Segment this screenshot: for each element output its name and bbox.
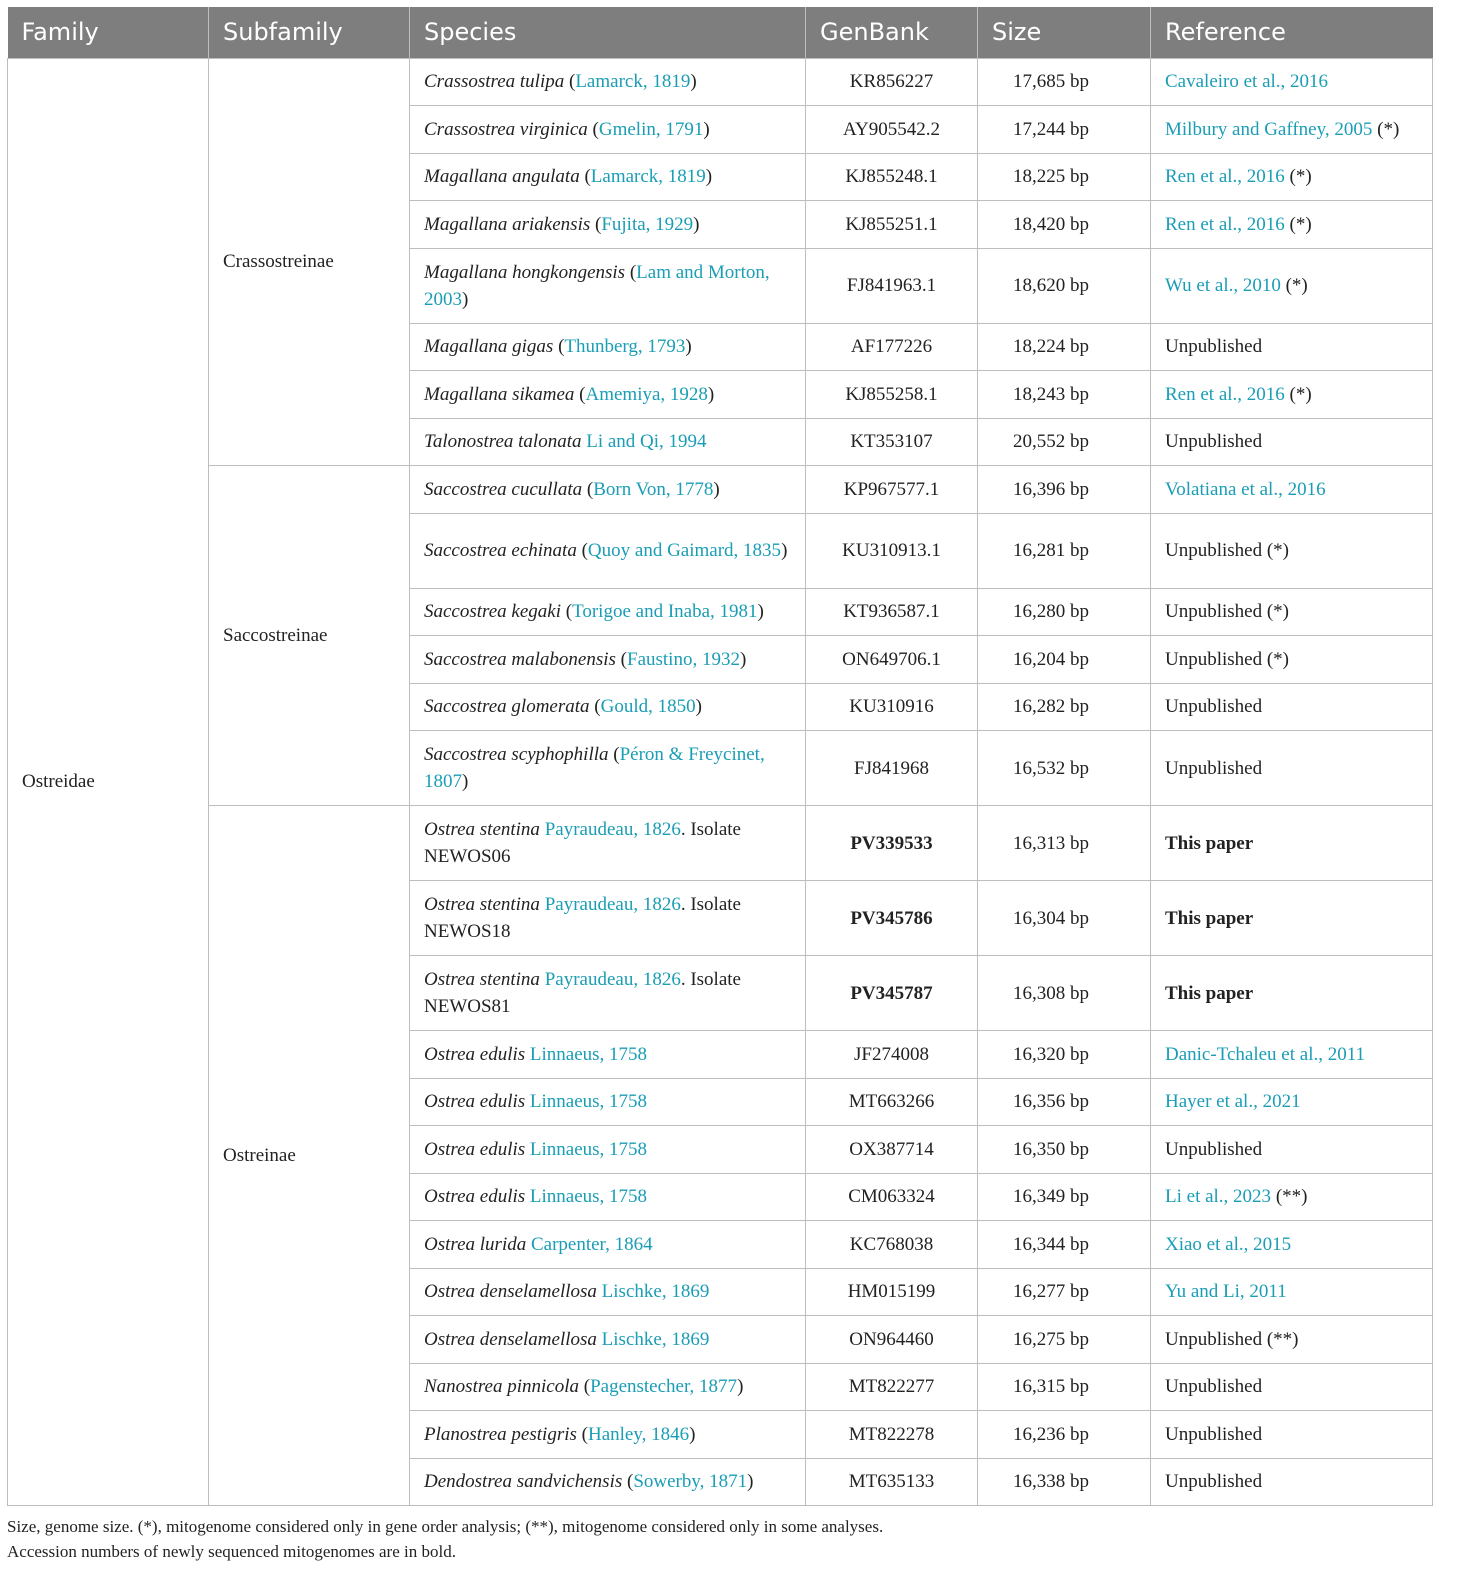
species-punct-open: ( xyxy=(587,118,599,140)
header-subfamily: Subfamily xyxy=(209,7,410,58)
reference-note: (*) xyxy=(1284,213,1312,235)
genbank-cell: KU310913.1 xyxy=(806,513,978,588)
species-name: Nanostrea pinnicola xyxy=(424,1376,579,1398)
species-punct-close: ) xyxy=(462,771,469,792)
species-punct-close: ) xyxy=(713,478,720,500)
genbank-cell: KT353107 xyxy=(806,418,978,466)
author-link[interactable]: Hanley, 1846 xyxy=(587,1423,690,1445)
reference-link[interactable]: Volatiana et al., 2016 xyxy=(1165,478,1326,500)
species-cell xyxy=(410,806,806,881)
reference-link[interactable]: Danic-Tchaleu et al., 2011 xyxy=(1165,1043,1366,1065)
species-name: Ostrea lurida xyxy=(424,1233,527,1255)
author-link[interactable]: Thunberg, 1793 xyxy=(564,336,686,358)
reference-cell xyxy=(1151,588,1433,636)
reference-link[interactable]: Hayer et al., 2021 xyxy=(1165,1091,1301,1113)
species-cell xyxy=(410,881,806,956)
species-punct-open: ( xyxy=(576,540,588,561)
species-cell xyxy=(410,1078,806,1126)
size-cell: 16,204 bp xyxy=(978,636,1151,684)
reference-link[interactable]: Ren et al., 2016 xyxy=(1165,166,1285,188)
author-link[interactable]: Pagenstecher, 1877 xyxy=(590,1376,738,1398)
reference-link[interactable]: Cavaleiro et al., 2016 xyxy=(1165,71,1329,93)
species-punct-close: ) xyxy=(707,383,715,405)
reference-note: Unpublished (*) xyxy=(1165,648,1290,670)
size-cell: 16,281 bp xyxy=(978,513,1151,588)
genbank-cell: AY905542.2 xyxy=(806,106,978,154)
reference-link[interactable]: Li et al., 2023 xyxy=(1165,1186,1272,1208)
author-link[interactable]: Sowerby, 1871 xyxy=(633,1471,748,1493)
author-link[interactable]: Born Von, 1778 xyxy=(593,478,714,500)
reference-note: (**) xyxy=(1271,1186,1308,1208)
family-cell: Ostreidae xyxy=(8,58,209,1506)
reference-cell xyxy=(1151,1316,1433,1364)
size-cell: 18,225 bp xyxy=(978,153,1151,201)
genbank-cell: KC768038 xyxy=(806,1221,978,1269)
species-name: Ostrea edulis xyxy=(424,1043,526,1065)
footnote-line-1: Size, genome size. (*), mitogenome considered only in gene order analysis; (**), mitogenome considered only in some analyses. xyxy=(7,1517,884,1536)
mitogenome-table xyxy=(7,7,1433,1506)
species-name: Ostrea edulis xyxy=(424,1138,526,1160)
species-name: Talonostrea talonata xyxy=(424,431,582,453)
reference-note: Unpublished xyxy=(1165,757,1263,779)
author-link[interactable]: Lamarck, 1819 xyxy=(575,71,691,93)
genbank-cell: KJ855251.1 xyxy=(806,201,978,249)
species-name: Ostrea denselamellosa xyxy=(424,1328,597,1350)
table-row xyxy=(8,58,1433,106)
species-name: Saccostrea kegaki xyxy=(424,601,561,623)
genbank-cell: KU310916 xyxy=(806,683,978,731)
reference-note: Unpublished xyxy=(1165,431,1263,453)
reference-cell xyxy=(1151,1221,1433,1269)
species-cell xyxy=(410,248,806,323)
genbank-cell: KJ855248.1 xyxy=(806,153,978,201)
species-punct-open: ( xyxy=(622,1471,634,1493)
genbank-cell: KR856227 xyxy=(806,58,978,106)
genbank-cell: ON649706.1 xyxy=(806,636,978,684)
species-cell xyxy=(410,588,806,636)
subfamily-cell: Crassostreinae xyxy=(209,58,410,466)
genbank-cell: ON964460 xyxy=(806,1316,978,1364)
species-punct-open: ( xyxy=(579,166,591,188)
size-cell: 16,236 bp xyxy=(978,1411,1151,1459)
reference-cell xyxy=(1151,731,1433,806)
reference-note: Unpublished (*) xyxy=(1165,540,1290,561)
species-punct-close: ) xyxy=(690,71,697,93)
size-cell: 16,338 bp xyxy=(978,1458,1151,1506)
author-link[interactable]: Fujita, 1929 xyxy=(601,213,694,235)
size-cell: 16,282 bp xyxy=(978,683,1151,731)
genbank-cell: KP967577.1 xyxy=(806,466,978,514)
species-cell xyxy=(410,1126,806,1174)
species-punct-close: . Isolate NEWOS06 xyxy=(424,819,741,867)
species-cell xyxy=(410,1458,806,1506)
reference-cell xyxy=(1151,1078,1433,1126)
author-link[interactable]: Gmelin, 1791 xyxy=(598,118,704,140)
species-punct-close: ) xyxy=(705,166,713,188)
reference-link[interactable]: Ren et al., 2016 xyxy=(1165,383,1285,405)
size-cell: 16,356 bp xyxy=(978,1078,1151,1126)
author-link[interactable]: Payraudeau, 1826 xyxy=(544,969,681,990)
reference-cell xyxy=(1151,806,1433,881)
species-punct-close: ) xyxy=(737,1376,744,1398)
size-cell: 16,350 bp xyxy=(978,1126,1151,1174)
reference-link[interactable]: Wu et al., 2010 xyxy=(1165,275,1281,296)
reference-note: This paper xyxy=(1165,907,1254,929)
size-cell: 18,243 bp xyxy=(978,371,1151,419)
reference-note: Unpublished xyxy=(1165,1376,1263,1398)
reference-note: Unpublished xyxy=(1165,1423,1263,1445)
size-cell: 20,552 bp xyxy=(978,418,1151,466)
species-punct-close: ) xyxy=(703,118,710,140)
author-link[interactable]: Lischke, 1869 xyxy=(601,1281,710,1303)
header-family: Family xyxy=(8,7,209,58)
species-punct-close: ) xyxy=(747,1471,754,1493)
size-cell: 18,620 bp xyxy=(978,248,1151,323)
genbank-cell: PV345787 xyxy=(806,956,978,1031)
reference-cell xyxy=(1151,1126,1433,1174)
author-link[interactable]: Payraudeau, 1826 xyxy=(544,894,681,915)
species-punct-open: ( xyxy=(589,696,601,718)
species-punct-open: ( xyxy=(579,1376,591,1398)
species-cell xyxy=(410,371,806,419)
species-punct-close: ) xyxy=(757,601,764,623)
species-punct-open: ( xyxy=(574,383,586,405)
reference-cell xyxy=(1151,1031,1433,1079)
size-cell: 18,224 bp xyxy=(978,323,1151,371)
author-link[interactable]: Lamarck, 1819 xyxy=(590,166,706,188)
species-cell xyxy=(410,1031,806,1079)
species-name: Crassostrea tulipa xyxy=(424,71,565,93)
species-punct-close: ) xyxy=(689,1423,696,1445)
size-cell: 16,396 bp xyxy=(978,466,1151,514)
size-cell: 16,349 bp xyxy=(978,1173,1151,1221)
reference-cell xyxy=(1151,418,1433,466)
genbank-cell: OX387714 xyxy=(806,1126,978,1174)
reference-cell xyxy=(1151,248,1433,323)
reference-link[interactable]: Milbury and Gaffney, 2005 xyxy=(1165,118,1373,140)
table-container xyxy=(7,7,1432,1506)
species-name: Planostrea pestigris xyxy=(424,1423,577,1445)
species-name: Crassostrea virginica xyxy=(424,118,588,140)
genbank-cell: MT635133 xyxy=(806,1458,978,1506)
reference-note: (*) xyxy=(1372,118,1400,140)
reference-cell xyxy=(1151,636,1433,684)
footnote-line-2: Accession numbers of newly sequenced mitogenomes are in bold. xyxy=(7,1542,456,1561)
species-punct-close: ) xyxy=(462,288,469,310)
header-reference: Reference xyxy=(1151,7,1433,58)
species-punct-close: ) xyxy=(695,696,702,718)
table-body xyxy=(8,58,1433,1506)
size-cell: 16,315 bp xyxy=(978,1363,1151,1411)
reference-note: (*) xyxy=(1284,383,1312,405)
table-footnote xyxy=(7,1514,883,1564)
reference-cell xyxy=(1151,1458,1433,1506)
genbank-cell: FJ841963.1 xyxy=(806,248,978,323)
table-row xyxy=(8,466,1433,514)
reference-cell xyxy=(1151,371,1433,419)
species-name: Ostrea edulis xyxy=(424,1091,526,1113)
reference-note: (*) xyxy=(1280,275,1308,296)
species-name: Ostrea denselamellosa xyxy=(424,1281,597,1303)
species-cell xyxy=(410,201,806,249)
size-cell: 16,280 bp xyxy=(978,588,1151,636)
species-cell xyxy=(410,1173,806,1221)
reference-cell xyxy=(1151,1363,1433,1411)
size-cell: 17,685 bp xyxy=(978,58,1151,106)
species-name: Ostrea stentina xyxy=(424,969,540,990)
author-link[interactable]: Faustino, 1932 xyxy=(627,648,740,670)
genbank-cell: KJ855258.1 xyxy=(806,371,978,419)
genbank-cell: KT936587.1 xyxy=(806,588,978,636)
size-cell: 16,304 bp xyxy=(978,881,1151,956)
author-link[interactable]: Lam and Morton, 2003 xyxy=(424,261,770,310)
reference-link[interactable]: Ren et al., 2016 xyxy=(1165,213,1285,235)
author-link[interactable]: Lischke, 1869 xyxy=(601,1328,710,1350)
reference-cell xyxy=(1151,466,1433,514)
author-link[interactable]: Linnaeus, 1758 xyxy=(529,1091,648,1113)
species-punct-open: ( xyxy=(582,478,594,500)
species-cell xyxy=(410,636,806,684)
genbank-cell: PV339533 xyxy=(806,806,978,881)
size-cell: 16,344 bp xyxy=(978,1221,1151,1269)
species-name: Saccostrea glomerata xyxy=(424,696,590,718)
species-punct-close: . Isolate NEWOS81 xyxy=(424,969,741,1017)
species-name: Magallana ariakensis xyxy=(424,213,591,235)
reference-cell xyxy=(1151,106,1433,154)
species-cell xyxy=(410,513,806,588)
species-cell xyxy=(410,683,806,731)
author-link[interactable]: Amemiya, 1928 xyxy=(585,383,708,405)
species-name: Ostrea edulis xyxy=(424,1186,526,1208)
author-link[interactable]: Linnaeus, 1758 xyxy=(529,1138,648,1160)
species-name: Magallana angulata xyxy=(424,166,580,188)
species-name: Magallana gigas xyxy=(424,336,554,358)
species-cell xyxy=(410,731,806,806)
species-name: Saccostrea malabonensis xyxy=(424,648,616,670)
reference-note: Unpublished (**) xyxy=(1165,1328,1299,1350)
reference-cell xyxy=(1151,58,1433,106)
species-punct-open: ( xyxy=(561,601,573,623)
species-cell xyxy=(410,323,806,371)
reference-note: Unpublished (*) xyxy=(1165,601,1290,623)
reference-note: Unpublished xyxy=(1165,1471,1263,1493)
species-punct-open: ( xyxy=(608,744,620,765)
author-link[interactable]: Gould, 1850 xyxy=(600,696,696,718)
size-cell: 16,313 bp xyxy=(978,806,1151,881)
size-cell: 16,532 bp xyxy=(978,731,1151,806)
reference-cell xyxy=(1151,153,1433,201)
header-size: Size xyxy=(978,7,1151,58)
species-cell xyxy=(410,1363,806,1411)
table-row xyxy=(8,806,1433,881)
subfamily-cell: Ostreinae xyxy=(209,806,410,1506)
reference-cell xyxy=(1151,683,1433,731)
species-cell xyxy=(410,466,806,514)
species-cell xyxy=(410,1411,806,1459)
species-cell xyxy=(410,58,806,106)
reference-note: Unpublished xyxy=(1165,696,1263,718)
reference-cell xyxy=(1151,881,1433,956)
reference-note: This paper xyxy=(1165,832,1254,854)
species-punct-open: ( xyxy=(590,213,602,235)
species-punct-close: . Isolate NEWOS18 xyxy=(424,894,741,942)
genbank-cell: CM063324 xyxy=(806,1173,978,1221)
species-punct-open: ( xyxy=(625,261,637,283)
header-genbank: GenBank xyxy=(806,7,978,58)
reference-cell xyxy=(1151,1411,1433,1459)
species-punct-open: ( xyxy=(553,336,565,358)
species-punct-close: ) xyxy=(739,648,747,670)
species-punct-close: ) xyxy=(685,336,692,358)
reference-note: This paper xyxy=(1165,982,1254,1004)
species-punct-close: ) xyxy=(781,540,788,561)
reference-cell xyxy=(1151,1173,1433,1221)
species-name: Saccostrea echinata xyxy=(424,540,577,561)
author-link[interactable]: Torigoe and Inaba, 1981 xyxy=(572,601,758,623)
reference-cell xyxy=(1151,513,1433,588)
species-punct-open: ( xyxy=(615,648,627,670)
species-cell xyxy=(410,956,806,1031)
author-link[interactable]: Péron & Freycinet, 1807 xyxy=(424,744,765,792)
species-punct-open: ( xyxy=(576,1423,588,1445)
species-name: Ostrea stentina xyxy=(424,819,540,840)
size-cell: 16,320 bp xyxy=(978,1031,1151,1079)
size-cell: 16,277 bp xyxy=(978,1268,1151,1316)
genbank-cell: MT822278 xyxy=(806,1411,978,1459)
reference-note: Unpublished xyxy=(1165,1138,1263,1160)
size-cell: 16,308 bp xyxy=(978,956,1151,1031)
header-species: Species xyxy=(410,7,806,58)
species-name: Magallana hongkongensis xyxy=(424,261,626,283)
species-cell xyxy=(410,106,806,154)
author-link[interactable]: Linnaeus, 1758 xyxy=(529,1043,648,1065)
size-cell: 17,244 bp xyxy=(978,106,1151,154)
species-name: Dendostrea sandvichensis xyxy=(424,1471,623,1493)
genbank-cell: FJ841968 xyxy=(806,731,978,806)
species-name: Ostrea stentina xyxy=(424,894,540,915)
author-link[interactable]: Linnaeus, 1758 xyxy=(529,1186,648,1208)
species-punct-open: ( xyxy=(564,71,576,93)
genbank-cell: MT663266 xyxy=(806,1078,978,1126)
reference-note: (*) xyxy=(1284,166,1312,188)
header-row xyxy=(8,7,1433,58)
species-punct-close: ) xyxy=(693,213,700,235)
reference-cell xyxy=(1151,323,1433,371)
reference-link[interactable]: Xiao et al., 2015 xyxy=(1165,1233,1292,1255)
author-link[interactable]: Quoy and Gaimard, 1835 xyxy=(587,540,782,561)
reference-note: Unpublished xyxy=(1165,336,1263,358)
reference-cell xyxy=(1151,956,1433,1031)
species-name: Magallana sikamea xyxy=(424,383,575,405)
species-cell xyxy=(410,418,806,466)
size-cell: 16,275 bp xyxy=(978,1316,1151,1364)
species-cell xyxy=(410,153,806,201)
author-link[interactable]: Carpenter, 1864 xyxy=(530,1233,653,1255)
size-cell: 18,420 bp xyxy=(978,201,1151,249)
reference-cell xyxy=(1151,201,1433,249)
author-link[interactable]: Li and Qi, 1994 xyxy=(586,431,707,453)
genbank-cell: JF274008 xyxy=(806,1031,978,1079)
genbank-cell: HM015199 xyxy=(806,1268,978,1316)
reference-link[interactable]: Yu and Li, 2011 xyxy=(1165,1281,1287,1303)
reference-cell xyxy=(1151,1268,1433,1316)
species-name: Saccostrea cucullata xyxy=(424,478,583,500)
genbank-cell: PV345786 xyxy=(806,881,978,956)
species-cell xyxy=(410,1221,806,1269)
species-cell xyxy=(410,1268,806,1316)
species-name: Saccostrea scyphophilla xyxy=(424,744,609,765)
subfamily-cell: Saccostreinae xyxy=(209,466,410,806)
species-cell xyxy=(410,1316,806,1364)
genbank-cell: MT822277 xyxy=(806,1363,978,1411)
genbank-cell: AF177226 xyxy=(806,323,978,371)
author-link[interactable]: Payraudeau, 1826 xyxy=(544,819,681,840)
